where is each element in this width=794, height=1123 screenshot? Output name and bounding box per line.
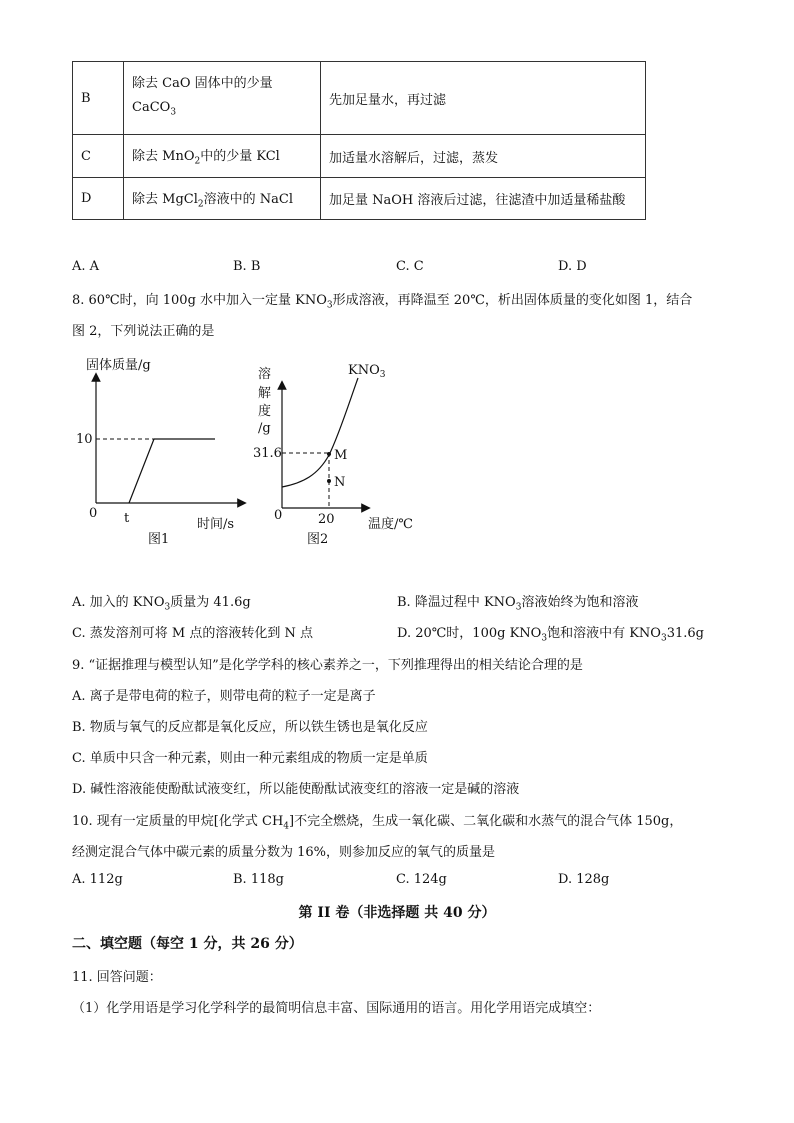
q8-option-a-text: A. 加入的 KNO — [72, 595, 165, 610]
q10-stem-line1 — [72, 810, 682, 832]
purpose-line1: 除去 CaO 固体中的少量 — [132, 75, 273, 91]
formula-subscript: 3 — [515, 602, 522, 613]
q8-option-b — [397, 591, 638, 613]
fig1-caption: 图1 — [148, 532, 170, 547]
table-row — [73, 135, 646, 178]
purpose-formula: CaCO — [132, 99, 171, 115]
fig2-x-label: 温度/℃ — [368, 517, 413, 532]
row-letter: D — [73, 178, 124, 220]
q11-sub1: （1）化学用语是学习化学科学的最简明信息丰富、国际通用的语言。用化学用语完成填空： — [72, 1001, 601, 1016]
row-purpose — [124, 135, 321, 178]
q10-stem-line2: 经测定混合气体中碳元素的质量分数为 16%，则参加反应的氧气的质量是 — [72, 845, 496, 860]
part-title: 二、填空题（每空 1 分，共 26 分） — [72, 936, 303, 952]
q9-stem: 9. “证据推理与模型认知”是化学学科的核心素养之一，下列推理得出的相关结论合理的是 — [72, 658, 583, 673]
q7-option-a: A. A — [72, 259, 100, 274]
fig1-origin: 0 — [89, 506, 98, 521]
fig2-y-label-2: 解 — [258, 386, 272, 401]
q8-option-b-text: B. 降温过程中 KNO — [397, 595, 516, 610]
q9-option-b: B. 物质与氧气的反应都是氧化反应，所以铁生锈也是氧化反应 — [72, 720, 428, 735]
fig1-y-tick: 10 — [76, 432, 93, 447]
formula-subscript: 4 — [283, 821, 290, 832]
fig2-caption: 图2 — [307, 532, 329, 547]
formula-subscript: 3 — [170, 107, 177, 118]
row-method: 加足量 NaOH 溶液后过滤，往滤渣中加适量稀盐酸 — [321, 178, 646, 220]
q8-option-d-tail2: 31.6g — [666, 626, 704, 641]
formula-subscript: 3 — [326, 300, 333, 311]
fig2-y-label-3: 度 — [258, 404, 272, 419]
q7-option-c: C. C — [396, 259, 424, 274]
fig2-origin: 0 — [274, 508, 283, 523]
formula-subscript: 3 — [541, 633, 548, 644]
fig1-x-tick: t — [124, 511, 130, 526]
q10-stem-a: 10. 现有一定质量的甲烷[化学式 CH — [72, 814, 284, 829]
q8-option-b-tail: 溶液始终为饱和溶液 — [521, 595, 639, 610]
fig2-x-tick: 20 — [318, 512, 335, 527]
row-method: 先加足量水，再过滤 — [321, 62, 646, 135]
q8-stem-b: 形成溶液，再降温至 20℃，析出固体质量的变化如图 1，结合 — [332, 293, 693, 308]
formula-subscript: 2 — [197, 199, 204, 210]
fig2-point-n — [327, 479, 331, 483]
fig2-y-label-1: 溶 — [258, 367, 272, 382]
q8-option-a-tail: 质量为 41.6g — [170, 595, 251, 610]
fig2-point-m — [327, 452, 331, 456]
fig2-solubility-curve — [282, 378, 358, 487]
fig2-curve-label — [348, 363, 386, 380]
purpose-text: 除去 MgCl — [132, 191, 198, 207]
q8-option-d-tail: 饱和溶液中有 KNO — [547, 626, 661, 641]
curve-label-subscript: 3 — [379, 370, 386, 380]
fig2-m-label: M — [334, 448, 348, 463]
volume-title: 第 II 卷（非选择题 共 40 分） — [298, 905, 496, 921]
fig2-y-label-4: /g — [258, 421, 271, 436]
q7-option-d: D. D — [558, 259, 587, 274]
purpose-tail: 中的少量 KCl — [200, 149, 280, 165]
row-purpose — [124, 62, 321, 135]
q7-option-table — [72, 61, 646, 220]
q8-option-d — [397, 622, 704, 644]
q9-option-a: A. 离子是带电荷的粒子，则带电荷的粒子一定是离子 — [72, 689, 376, 704]
formula-subscript: 2 — [194, 156, 201, 167]
fig1-x-label: 时间/s — [197, 517, 235, 532]
q10-stem-b: ]不完全燃烧，生成一氧化碳、二氧化碳和水蒸气的混合气体 150g， — [289, 814, 683, 829]
formula-subscript: 3 — [660, 633, 667, 644]
q8-option-c: C. 蒸发溶剂可将 M 点的溶液转化到 N 点 — [72, 626, 313, 641]
fig1-y-label: 固体质量/g — [86, 358, 151, 373]
q9-option-c: C. 单质中只含一种元素，则由一种元素组成的物质一定是单质 — [72, 751, 428, 766]
q8-stem-a: 8. 60℃时，向 100g 水中加入一定量 KNO — [72, 293, 327, 308]
fig2-n-label: N — [334, 475, 346, 490]
row-letter: C — [73, 135, 124, 178]
q10-option-a: A. 112g — [72, 872, 123, 887]
fig2-y-tick: 31.6 — [253, 446, 282, 461]
q8-option-a — [72, 591, 251, 613]
q8-stem-line2: 图 2，下列说法正确的是 — [72, 324, 215, 339]
row-letter: B — [73, 62, 124, 135]
row-purpose — [124, 178, 321, 220]
q11-stem: 11. 回答问题： — [72, 970, 162, 985]
q10-option-d: D. 128g — [558, 872, 610, 887]
q8-stem-line1 — [72, 289, 692, 311]
q10-option-c: C. 124g — [396, 872, 447, 887]
q10-option-b: B. 118g — [233, 872, 284, 887]
row-method: 加适量水溶解后，过滤，蒸发 — [321, 135, 646, 178]
q7-option-b: B. B — [233, 259, 261, 274]
curve-label-text: KNO — [348, 363, 380, 378]
purpose-line2 — [132, 96, 312, 125]
figure-2 — [248, 355, 428, 555]
purpose-tail: 溶液中的 NaCl — [203, 191, 293, 207]
table-row — [73, 178, 646, 220]
figure-1 — [70, 350, 260, 555]
q8-option-d-text: D. 20℃时，100g KNO — [397, 626, 542, 641]
formula-subscript: 3 — [164, 602, 171, 613]
table-row — [73, 62, 646, 135]
fig1-rising-line — [129, 439, 154, 503]
purpose-text: 除去 MnO — [132, 149, 195, 165]
q9-option-d: D. 碱性溶液能使酚酞试液变红，所以能使酚酞试液变红的溶液一定是碱的溶液 — [72, 782, 520, 797]
